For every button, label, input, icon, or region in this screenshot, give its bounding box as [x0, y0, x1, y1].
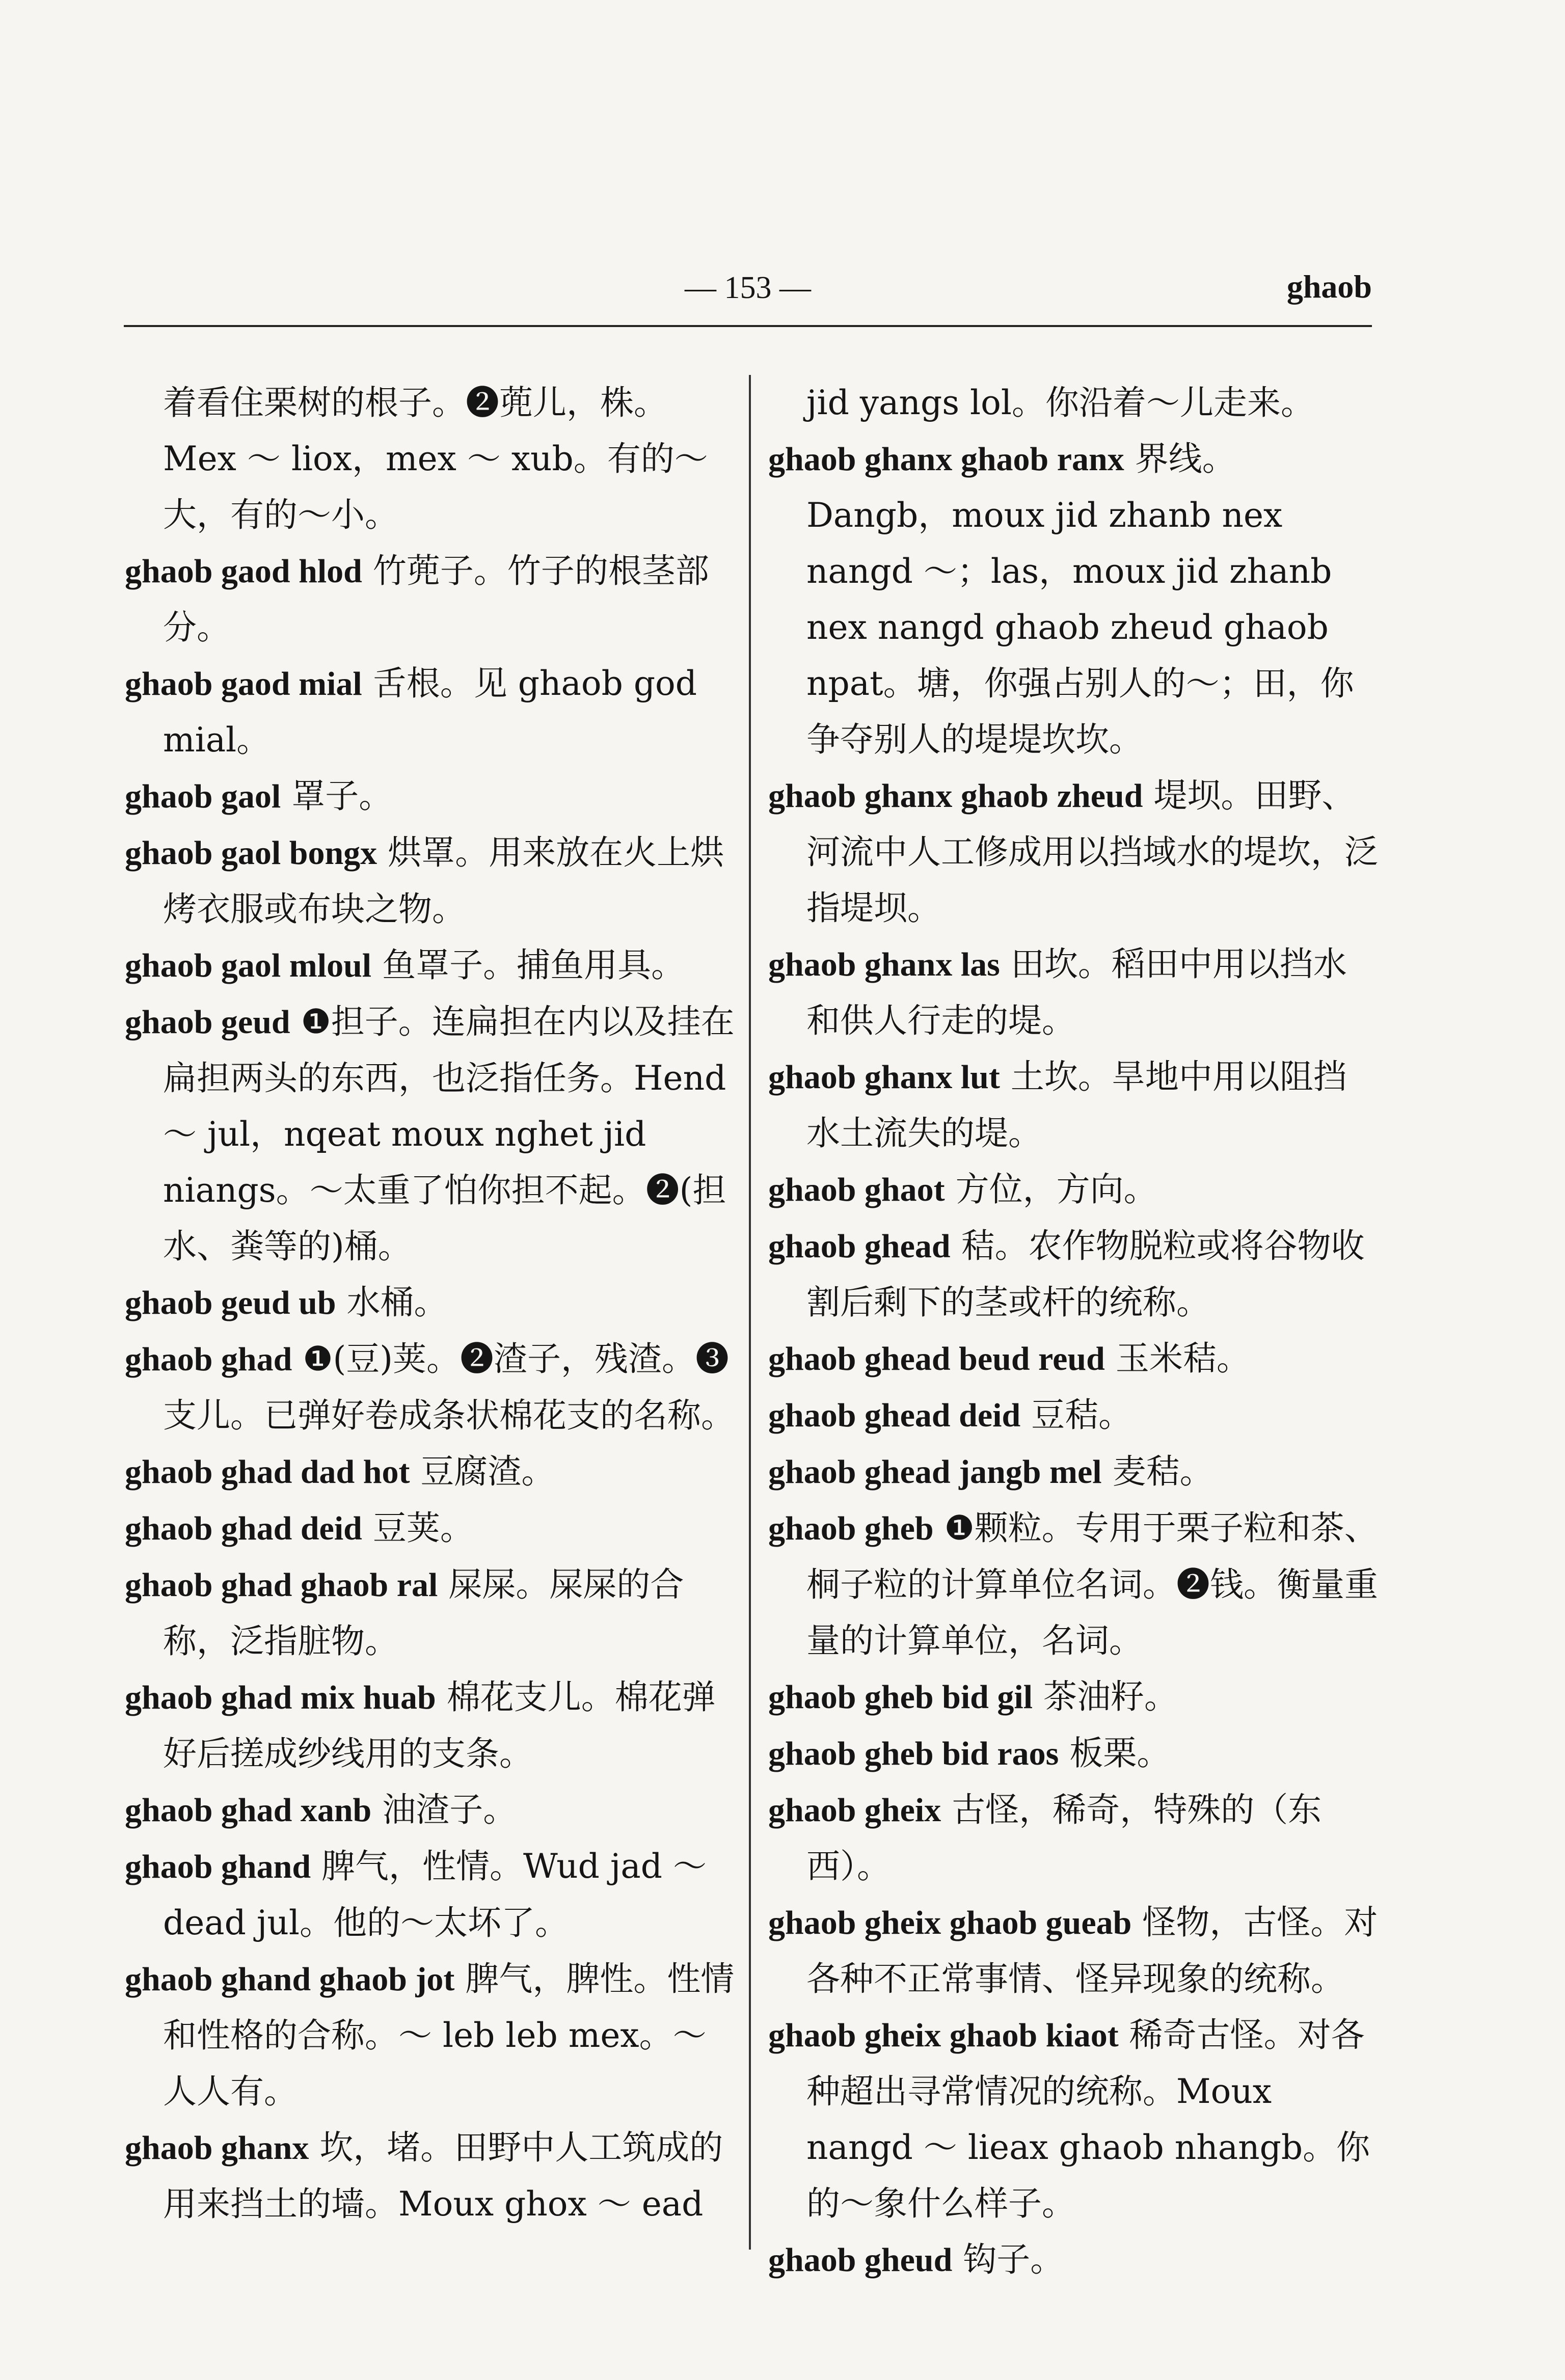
entry-headword: ghaob ghead beud reud — [768, 1340, 1105, 1377]
dictionary-entry — [768, 1895, 1380, 2007]
dictionary-entry — [768, 1725, 1380, 1782]
entry-definition: 稀奇古怪。对各种超出寻常情况的统称。Moux nangd ～ lieax ghaob nhangb。你的～象什么样子。 — [806, 2015, 1370, 2223]
dictionary-entry — [125, 1500, 736, 1557]
dictionary-entry — [125, 1275, 736, 1331]
entry-definition: 舌根。见 ghaob god mial。 — [163, 664, 697, 760]
dictionary-entry — [768, 1387, 1380, 1444]
page-header — [124, 265, 1372, 311]
entry-headword: ghaob ghanx las — [768, 946, 1000, 983]
entry-definition: 坎，堵。田野中人工筑成的用来挡土的墙。Moux ghox ～ ead — [163, 2128, 723, 2224]
dictionary-entry — [125, 1557, 736, 1669]
dictionary-entry — [125, 1782, 736, 1838]
entry-headword: ghaob gheb bid gil — [768, 1679, 1033, 1716]
dictionary-entry — [768, 1444, 1380, 1500]
entry-headword: ghaob gheb bid raos — [768, 1735, 1059, 1772]
dictionary-entry — [125, 1669, 736, 1782]
dictionary-entry — [768, 1049, 1380, 1161]
dictionary-entry — [768, 1669, 1380, 1725]
entry-headword: ghaob ghad deid — [125, 1510, 362, 1547]
dictionary-entry — [768, 1331, 1380, 1387]
entry-headword: ghaob geud — [125, 1004, 290, 1041]
entry-headword: ghaob ghanx ghaob zheud — [768, 777, 1143, 815]
entry-definition: 脾气，脾性。性情和性格的合称。～ leb leb mex。～人人有。 — [163, 1959, 735, 2111]
entry-definition: 钩子。 — [963, 2240, 1064, 2279]
entry-definition: ❶担子。连扁担在内以及挂在扁担两头的东西，也泛指任务。Hend ～ jul，nqeat moux nghet jid niangs。～太重了怕你担不起。❷(担水、粪等的)桶。 — [163, 1002, 735, 1266]
entry-definition: jid yangs lol。你沿着～儿走来。 — [806, 383, 1314, 422]
dictionary-entry — [768, 1218, 1380, 1331]
entry-definition: 怪物，古怪。对各种不正常事情、怪异现象的统称。 — [806, 1903, 1378, 1998]
entry-definition: 堤坝。田野、河流中人工修成用以挡域水的堤坎，泛指堤坝。 — [806, 776, 1378, 928]
entry-headword: ghaob ghad dad hot — [125, 1453, 410, 1491]
entry-definition: 方位，方向。 — [955, 1170, 1157, 1209]
entry-definition: 秸。农作物脱粒或将谷物收割后剩下的茎或杆的统称。 — [806, 1226, 1365, 1322]
entry-headword: ghaob ghad mix huab — [125, 1679, 436, 1716]
dictionary-entry — [125, 825, 736, 937]
entry-headword: ghaob gaol — [125, 778, 281, 815]
entry-definition: 竹蔸子。竹子的根茎部分。 — [163, 551, 709, 647]
entry-definition: 豆荚。 — [372, 1508, 474, 1548]
entry-headword: ghaob gheix ghaob kiaot — [768, 2017, 1119, 2054]
entry-definition: 豆秸。 — [1031, 1395, 1132, 1435]
entry-headword: ghaob ghand — [125, 1848, 311, 1885]
dictionary-entry — [768, 1782, 1380, 1895]
dictionary-entry — [125, 1331, 736, 1444]
column-divider — [749, 375, 751, 2250]
dictionary-entry — [125, 1444, 736, 1500]
dictionary-entry — [125, 937, 736, 994]
entry-headword: ghaob ghand ghaob jot — [125, 1961, 455, 1998]
entry-headword: ghaob ghead — [768, 1228, 951, 1265]
entry-definition: 着看住栗树的根子。❷蔸儿，株。Mex ～ liox，mex ～ xub。有的～大，有的～小。 — [163, 383, 708, 534]
entry-headword: ghaob gheb — [768, 1510, 934, 1547]
entry-headword: ghaob gaod hlod — [125, 553, 362, 590]
dictionary-entry — [768, 2232, 1380, 2288]
entry-definition: 古怪，稀奇，特殊的（东西）。 — [806, 1790, 1322, 1886]
entry-headword: ghaob ghad ghaob ral — [125, 1566, 438, 1604]
entry-headword: ghaob geud ub — [125, 1284, 336, 1321]
entry-definition: 鱼罩子。捕鱼用具。 — [382, 945, 685, 985]
entry-headword: ghaob ghaot — [768, 1171, 945, 1208]
entry-headword: ghaob ghanx lut — [768, 1059, 1000, 1096]
entry-definition: 界线。Dangb，moux jid zhanb nex nangd ～；las，moux jid zhanb nex nangd ghaob zheud ghaob npat。塘，你强占别人的～；田，你争夺别人的堤堤坎坎。 — [806, 439, 1354, 759]
right-column — [768, 375, 1380, 2288]
entry-definition: 板栗。 — [1069, 1734, 1171, 1773]
entry-headword: ghaob ghanx ghaob ranx — [768, 441, 1124, 478]
entry-headword: ghaob ghad xanb — [125, 1792, 372, 1829]
dictionary-entry — [768, 2007, 1380, 2232]
dictionary-entry — [125, 994, 736, 1275]
dictionary-entry — [125, 375, 736, 543]
dictionary-entry — [125, 1838, 736, 1951]
entry-definition: 茶油籽。 — [1043, 1677, 1178, 1716]
entry-definition: 油渣子。 — [382, 1790, 517, 1829]
entry-definition: 土坎。旱地中用以阻挡水土流失的堤。 — [806, 1057, 1347, 1153]
entry-headword: ghaob gheix — [768, 1792, 941, 1829]
entry-definition: ❶颗粒。专用于栗子粒和茶、桐子粒的计算单位名词。❷钱。衡量重量的计算单位，名词。 — [806, 1508, 1378, 1660]
entry-definition: 罩子。 — [291, 776, 393, 816]
entry-headword: ghaob gaod mial — [125, 665, 362, 702]
entry-definition: ❶(豆)荚。❷渣子，残渣。❸支儿。已弹好卷成条状棉花支的名称。 — [163, 1339, 735, 1435]
entry-headword: ghaob ghead deid — [768, 1397, 1021, 1434]
dictionary-entry — [125, 768, 736, 825]
entry-definition: 烘罩。用来放在火上烘烤衣服或布块之物。 — [163, 833, 724, 929]
left-column — [125, 375, 736, 2232]
page-number: — 153 — — [685, 271, 811, 305]
entry-definition: 水桶。 — [346, 1283, 448, 1322]
dictionary-entry — [125, 656, 736, 768]
entry-headword: ghaob ghead jangb mel — [768, 1453, 1102, 1491]
entry-headword: ghaob gheud — [768, 2241, 953, 2279]
entry-headword: ghaob ghanx — [125, 2129, 309, 2167]
entry-definition: 玉米秸。 — [1115, 1339, 1250, 1378]
dictionary-entry — [768, 431, 1380, 768]
dictionary-entry — [768, 1500, 1380, 1669]
dictionary-entry — [768, 1161, 1380, 1218]
entry-definition: 屎屎。屎屎的合称，泛指脏物。 — [163, 1565, 684, 1661]
entry-definition: 豆腐渣。 — [420, 1452, 555, 1491]
entry-headword: ghaob gheix ghaob gueab — [768, 1904, 1132, 1941]
dictionary-entry — [768, 936, 1380, 1049]
dictionary-entry — [768, 768, 1380, 936]
entry-headword: ghaob ghad — [125, 1341, 292, 1378]
entry-definition: 棉花支儿。棉花弹好后搓成纱线用的支条。 — [163, 1678, 716, 1773]
dictionary-entry — [125, 543, 736, 656]
dictionary-entry — [768, 375, 1380, 431]
dictionary-entry — [125, 1951, 736, 2120]
running-head: ghaob — [1286, 268, 1372, 305]
header-rule — [124, 325, 1372, 327]
entry-definition: 麦秸。 — [1112, 1452, 1213, 1491]
entry-definition: 田坎。稻田中用以挡水和供人行走的堤。 — [806, 944, 1347, 1040]
entry-headword: ghaob gaol bongx — [125, 834, 377, 872]
dictionary-entry — [125, 2120, 736, 2232]
entry-definition: 脾气，性情。Wud jad ～ dead jul。他的～太坏了。 — [163, 1847, 707, 1942]
entry-headword: ghaob gaol mloul — [125, 947, 372, 984]
